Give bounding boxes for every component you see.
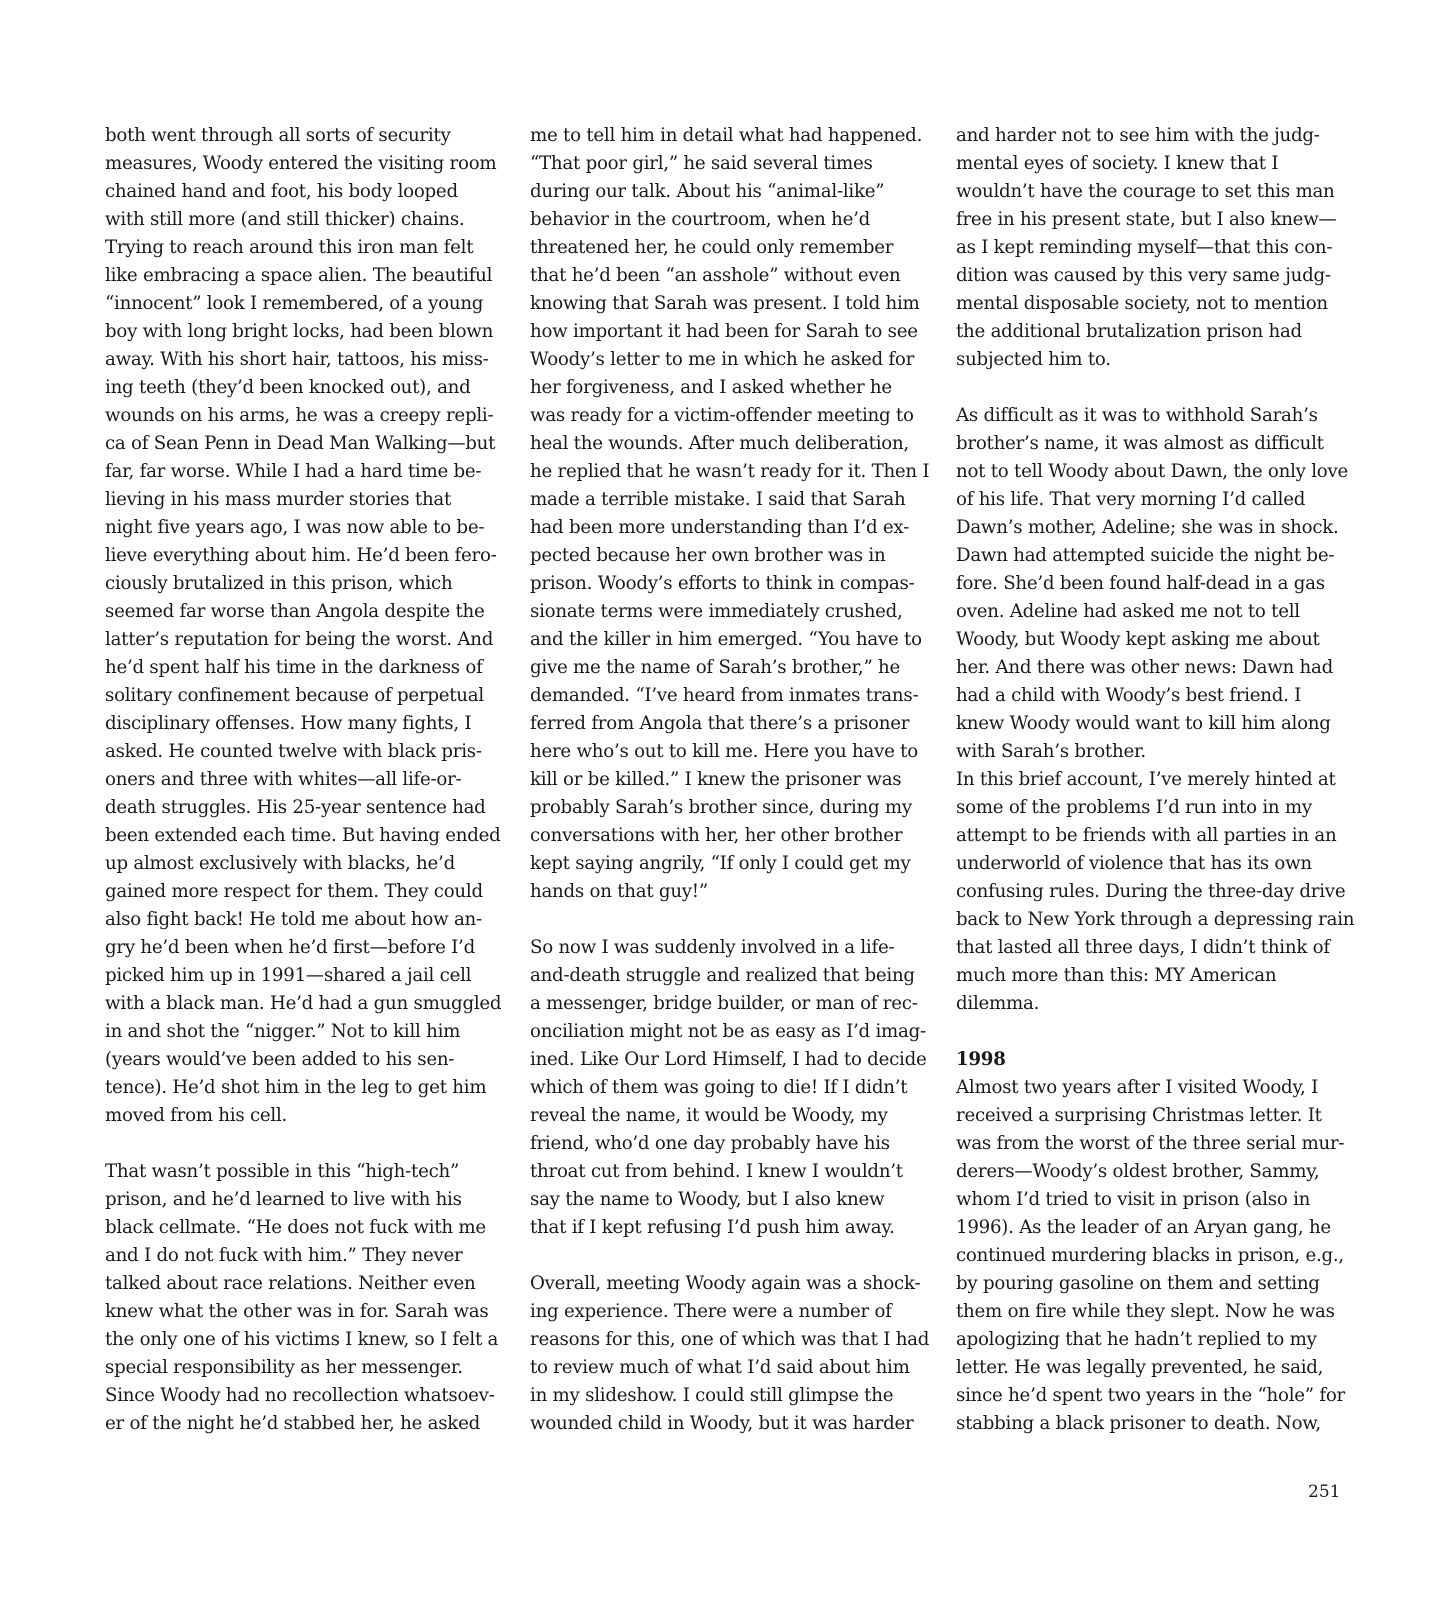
- paragraph: [530, 1270, 930, 1438]
- text-line: picked him up in 1991—shared a jail cell: [105, 965, 472, 986]
- text-line: reveal the name, it would be Woody, my: [530, 1105, 888, 1126]
- text-line: So now I was suddenly involved in a life-: [530, 937, 895, 958]
- text-line: throat cut from behind. I knew I wouldn’t: [530, 1161, 903, 1182]
- text-line: solitary confinement because of perpetual: [105, 685, 484, 706]
- text-line: seemed far worse than Angola despite the: [105, 601, 485, 622]
- text-line: dition was caused by this very same judg-: [956, 265, 1331, 286]
- page-number: 251: [1308, 1482, 1341, 1502]
- text-line: ined. Like Our Lord Himself, I had to decide: [530, 1049, 927, 1070]
- text-line: Dawn had attempted suicide the night be-: [956, 545, 1335, 566]
- text-line: he’d spent half his time in the darkness of: [105, 657, 483, 678]
- text-line: whom I’d tried to visit in prison (also in: [956, 1189, 1311, 1210]
- text-line: boy with long bright locks, had been blown: [105, 321, 494, 342]
- text-line: the additional brutalization prison had: [956, 321, 1302, 342]
- text-line: pected because her own brother was in: [530, 545, 886, 566]
- text-line: “That poor girl,” he said several times: [530, 153, 873, 174]
- text-line: subjected him to.: [956, 349, 1111, 370]
- text-line: As difficult as it was to withhold Sarah’s: [956, 405, 1318, 426]
- paragraph: [956, 402, 1356, 1018]
- text-line: not to tell Woody about Dawn, the only love: [956, 461, 1349, 482]
- text-line: a messenger, bridge builder, or man of rec-: [530, 993, 918, 1014]
- text-line: prison. Woody’s efforts to think in compas-: [530, 573, 915, 594]
- text-line: asked. He counted twelve with black pris-: [105, 741, 482, 762]
- text-line: some of the problems I’d run into in my: [956, 797, 1312, 818]
- paragraph-gap: [956, 1018, 1356, 1046]
- text-line: Woody, but Woody kept asking me about: [956, 629, 1320, 650]
- paragraph: [956, 1074, 1356, 1438]
- text-line: mental disposable society, not to mention: [956, 293, 1328, 314]
- text-line: attempt to be friends with all parties in an: [956, 825, 1337, 846]
- text-line: onciliation might not be as easy as I’d imag-: [530, 1021, 926, 1042]
- text-line: and-death struggle and realized that being: [530, 965, 915, 986]
- paragraph: [105, 1158, 505, 1438]
- text-line: with a black man. He’d had a gun smuggled: [105, 993, 502, 1014]
- text-line: here who’s out to kill me. Here you have to: [530, 741, 918, 762]
- paragraph: [530, 122, 930, 906]
- text-line: of his life. That very morning I’d called: [956, 489, 1306, 510]
- text-line: ing experience. There were a number of: [530, 1301, 892, 1322]
- paragraph-gap: [530, 1242, 930, 1270]
- text-line: by pouring gasoline on them and setting: [956, 1273, 1320, 1294]
- paragraph-gap: [530, 906, 930, 934]
- text-line: continued murdering blacks in prison, e.g.,: [956, 1245, 1344, 1266]
- text-line: ciously brutalized in this prison, which: [105, 573, 453, 594]
- text-line: like embracing a space alien. The beautiful: [105, 265, 493, 286]
- text-line: which of them was going to die! If I didn’t: [530, 1077, 908, 1098]
- text-line: prison, and he’d learned to live with his: [105, 1189, 462, 1210]
- text-line: special responsibility as her messenger.: [105, 1357, 463, 1378]
- text-line: back to New York through a depressing rain: [956, 909, 1355, 930]
- text-line: with Sarah’s brother.: [956, 741, 1146, 762]
- text-line: them on fire while they slept. Now he was: [956, 1301, 1335, 1322]
- text-line: friend, who’d one day probably have his: [530, 1133, 890, 1154]
- text-line: measures, Woody entered the visiting room: [105, 153, 497, 174]
- text-line: say the name to Woody, but I also knew: [530, 1189, 885, 1210]
- text-line: (years would’ve been added to his sen-: [105, 1049, 455, 1070]
- text-line: been extended each time. But having ended: [105, 825, 501, 846]
- text-line: gained more respect for them. They could: [105, 881, 483, 902]
- text-line: probably Sarah’s brother since, during my: [530, 797, 912, 818]
- text-line: night five years ago, I was now able to be-: [105, 517, 485, 538]
- text-line: her forgiveness, and I asked whether he: [530, 377, 892, 398]
- text-line: was from the worst of the three serial mur-: [956, 1133, 1345, 1154]
- text-line: wouldn’t have the courage to set this man: [956, 181, 1335, 202]
- text-line: tence). He’d shot him in the leg to get him: [105, 1077, 487, 1098]
- text-line: oven. Adeline had asked me not to tell: [956, 601, 1300, 622]
- text-line: wounded child in Woody, but it was harder: [530, 1413, 914, 1434]
- text-line: the only one of his victims I knew, so I felt a: [105, 1329, 499, 1350]
- text-line: with still more (and still thicker) chains.: [105, 209, 465, 230]
- text-line: er of the night he’d stabbed her, he asked: [105, 1413, 480, 1434]
- text-column-1: [105, 122, 505, 1438]
- text-line: during our talk. About his “animal-like”: [530, 181, 885, 202]
- text-line: he replied that he wasn’t ready for it. Then I: [530, 461, 930, 482]
- paragraph: [105, 122, 505, 1130]
- text-line: latter’s reputation for being the worst. And: [105, 629, 494, 650]
- text-line: oners and three with whites—all life-or-: [105, 769, 462, 790]
- text-line: chained hand and foot, his body looped: [105, 181, 458, 202]
- text-line: Trying to reach around this iron man felt: [105, 237, 474, 258]
- text-line: behavior in the courtroom, when he’d: [530, 209, 871, 230]
- text-line: away. With his short hair, tattoos, his miss-: [105, 349, 489, 370]
- paragraph-gap: [105, 1130, 505, 1158]
- text-line: In this brief account, I’ve merely hinted at: [956, 769, 1336, 790]
- text-line: was ready for a victim-offender meeting to: [530, 405, 914, 426]
- text-line: knew Woody would want to kill him along: [956, 713, 1331, 734]
- text-line: had a child with Woody’s best friend. I: [956, 685, 1302, 706]
- text-line: had been more understanding than I’d ex-: [530, 517, 909, 538]
- text-line: heal the wounds. After much deliberation,: [530, 433, 910, 454]
- text-line: also fight back! He told me about how an-: [105, 909, 482, 930]
- text-line: and harder not to see him with the judg-: [956, 125, 1320, 146]
- text-line: hands on that guy!”: [530, 881, 708, 902]
- text-line: that if I kept refusing I’d push him away.: [530, 1217, 895, 1238]
- text-line: black cellmate. “He does not fuck with me: [105, 1217, 486, 1238]
- text-line: and I do not fuck with him.” They never: [105, 1245, 463, 1266]
- paragraph-gap: [956, 374, 1356, 402]
- text-line: confusing rules. During the three-day drive: [956, 881, 1346, 902]
- text-line: lieve everything about him. He’d been fero-: [105, 545, 497, 566]
- paragraph: [956, 122, 1356, 374]
- text-line: mental eyes of society. I knew that I: [956, 153, 1279, 174]
- text-line: and the killer in him emerged. “You have to: [530, 629, 922, 650]
- section-heading: 1998: [956, 1049, 1006, 1070]
- text-line: ing teeth (they’d been knocked out), and: [105, 377, 471, 398]
- text-line: Dawn’s mother, Adeline; she was in shock.: [956, 517, 1339, 538]
- text-line: much more than this: MY American: [956, 965, 1277, 986]
- text-line: gry he’d been when he’d first—before I’d: [105, 937, 475, 958]
- text-line: dilemma.: [956, 993, 1040, 1014]
- text-line: Overall, meeting Woody again was a shock-: [530, 1273, 921, 1294]
- text-column-3: [956, 122, 1356, 1438]
- text-line: kill or be killed.” I knew the prisoner was: [530, 769, 902, 790]
- text-line: Almost two years after I visited Woody, I: [956, 1077, 1319, 1098]
- text-line: in and shot the “nigger.” Not to kill him: [105, 1021, 461, 1042]
- text-line: stabbing a black prisoner to death. Now,: [956, 1413, 1321, 1434]
- text-line: ca of Sean Penn in Dead Man Walking—but: [105, 433, 496, 454]
- text-line: Since Woody had no recollection whatsoev-: [105, 1385, 495, 1406]
- text-line: how important it had been for Sarah to see: [530, 321, 918, 342]
- text-line: up almost exclusively with blacks, he’d: [105, 853, 455, 874]
- text-line: that lasted all three days, I didn’t think of: [956, 937, 1330, 958]
- text-line: me to tell him in detail what had happened.: [530, 125, 923, 146]
- text-line: free in his present state, but I also knew—: [956, 209, 1337, 230]
- text-line: underworld of violence that has its own: [956, 853, 1312, 874]
- text-line: conversations with her, her other brother: [530, 825, 903, 846]
- text-line: made a terrible mistake. I said that Sarah: [530, 489, 906, 510]
- text-line: her. And there was other news: Dawn had: [956, 657, 1333, 678]
- text-line: in my slideshow. I could still glimpse the: [530, 1385, 894, 1406]
- text-line: 1996). As the leader of an Aryan gang, he: [956, 1217, 1331, 1238]
- text-line: give me the name of Sarah’s brother,” he: [530, 657, 901, 678]
- text-line: fore. She’d been found half-dead in a gas: [956, 573, 1325, 594]
- text-line: talked about race relations. Neither even: [105, 1273, 476, 1294]
- text-line: knowing that Sarah was present. I told him: [530, 293, 920, 314]
- text-line: ferred from Angola that there’s a prisoner: [530, 713, 910, 734]
- text-line: both went through all sorts of security: [105, 125, 451, 146]
- text-line: wounds on his arms, he was a creepy repli-: [105, 405, 494, 426]
- text-line: derers—Woody’s oldest brother, Sammy,: [956, 1161, 1320, 1182]
- text-line: That wasn’t possible in this “high-tech”: [105, 1161, 460, 1182]
- text-line: threatened her, he could only remember: [530, 237, 894, 258]
- text-line: far, far worse. While I had a hard time be-: [105, 461, 482, 482]
- text-line: sionate terms were immediately crushed,: [530, 601, 903, 622]
- text-line: that he’d been “an asshole” without even: [530, 265, 901, 286]
- paragraph: [530, 934, 930, 1242]
- text-line: knew what the other was in for. Sarah was: [105, 1301, 489, 1322]
- text-column-2: [530, 122, 930, 1438]
- text-line: “innocent” look I remembered, of a young: [105, 293, 484, 314]
- text-line: demanded. “I’ve heard from inmates trans-: [530, 685, 919, 706]
- text-line: to review much of what I’d said about him: [530, 1357, 910, 1378]
- text-line: brother’s name, it was almost as difficult: [956, 433, 1324, 454]
- text-line: letter. He was legally prevented, he said,: [956, 1357, 1324, 1378]
- text-line: received a surprising Christmas letter. It: [956, 1105, 1322, 1126]
- text-line: lieving in his mass murder stories that: [105, 489, 452, 510]
- text-line: death struggles. His 25-year sentence had: [105, 797, 486, 818]
- text-line: Woody’s letter to me in which he asked for: [530, 349, 915, 370]
- text-line: as I kept reminding myself—that this con-: [956, 237, 1333, 258]
- text-line: disciplinary offenses. How many fights, I: [105, 713, 472, 734]
- text-line: moved from his cell.: [105, 1105, 288, 1126]
- text-line: reasons for this, one of which was that I had: [530, 1329, 930, 1350]
- text-line: kept saying angrily, “If only I could get my: [530, 853, 911, 874]
- text-line: apologizing that he hadn’t replied to my: [956, 1329, 1317, 1350]
- text-line: since he’d spent two years in the “hole” for: [956, 1385, 1345, 1406]
